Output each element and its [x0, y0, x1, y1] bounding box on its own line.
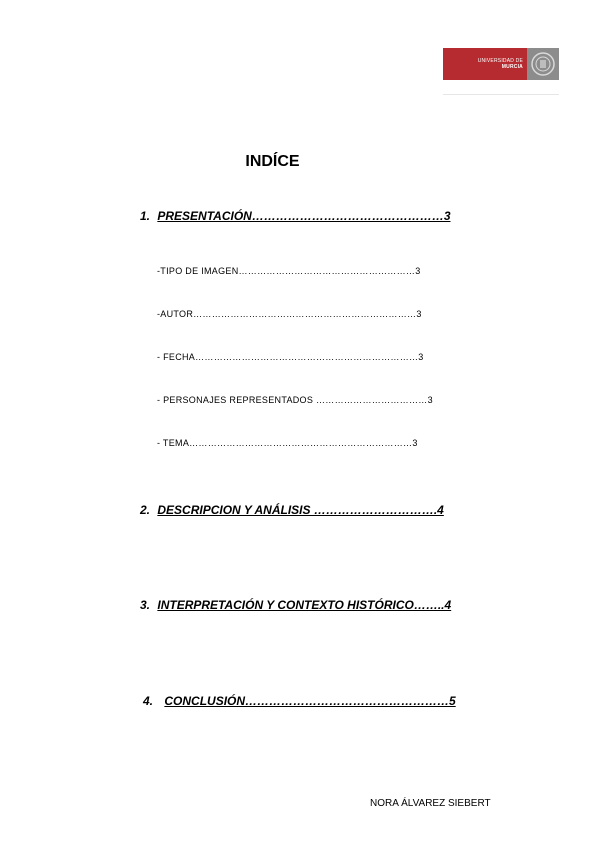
index-title: INDÍCE	[245, 153, 300, 170]
toc-entry: DESCRIPCION Y ANÁLISIS ………………………….4	[157, 503, 444, 517]
toc-number: 1.	[140, 209, 151, 223]
university-logo	[443, 48, 559, 95]
toc-section-2	[140, 503, 444, 517]
toc-section-3	[140, 598, 451, 612]
toc-entry: INTERPRETACIÓN Y CONTEXTO HISTÓRICO……..4	[157, 598, 452, 612]
toc-number: 2.	[140, 503, 151, 517]
toc-subentry: - FECHA………………………………………………………………3	[157, 352, 424, 362]
toc-subentry: -TIPO DE IMAGEN…………………………………………………3	[157, 266, 421, 276]
toc-section-4	[143, 694, 456, 708]
toc-entry: CONCLUSIÓN……………………………………………5	[164, 694, 456, 708]
author-name: NORA ÁLVAREZ SIEBERT	[370, 798, 491, 809]
toc-subentry: - PERSONAJES REPRESENTADOS ………………………………3	[157, 395, 433, 405]
toc-section-1	[140, 209, 451, 223]
toc-subentry: -AUTOR………………………………………………………………3	[157, 309, 422, 319]
toc-number: 4.	[143, 694, 154, 708]
toc-subentry: - TEMA………………………………………………………………3	[157, 438, 418, 448]
seal-icon	[527, 48, 559, 80]
toc-entry: PRESENTACIÓN…………………………………………3	[157, 209, 451, 223]
logo-wordmark	[443, 48, 527, 80]
logo-line-2: MURCIA	[501, 64, 523, 70]
toc-number: 3.	[140, 598, 151, 612]
logo-line-1: UNIVERSIDAD DE	[477, 58, 523, 64]
